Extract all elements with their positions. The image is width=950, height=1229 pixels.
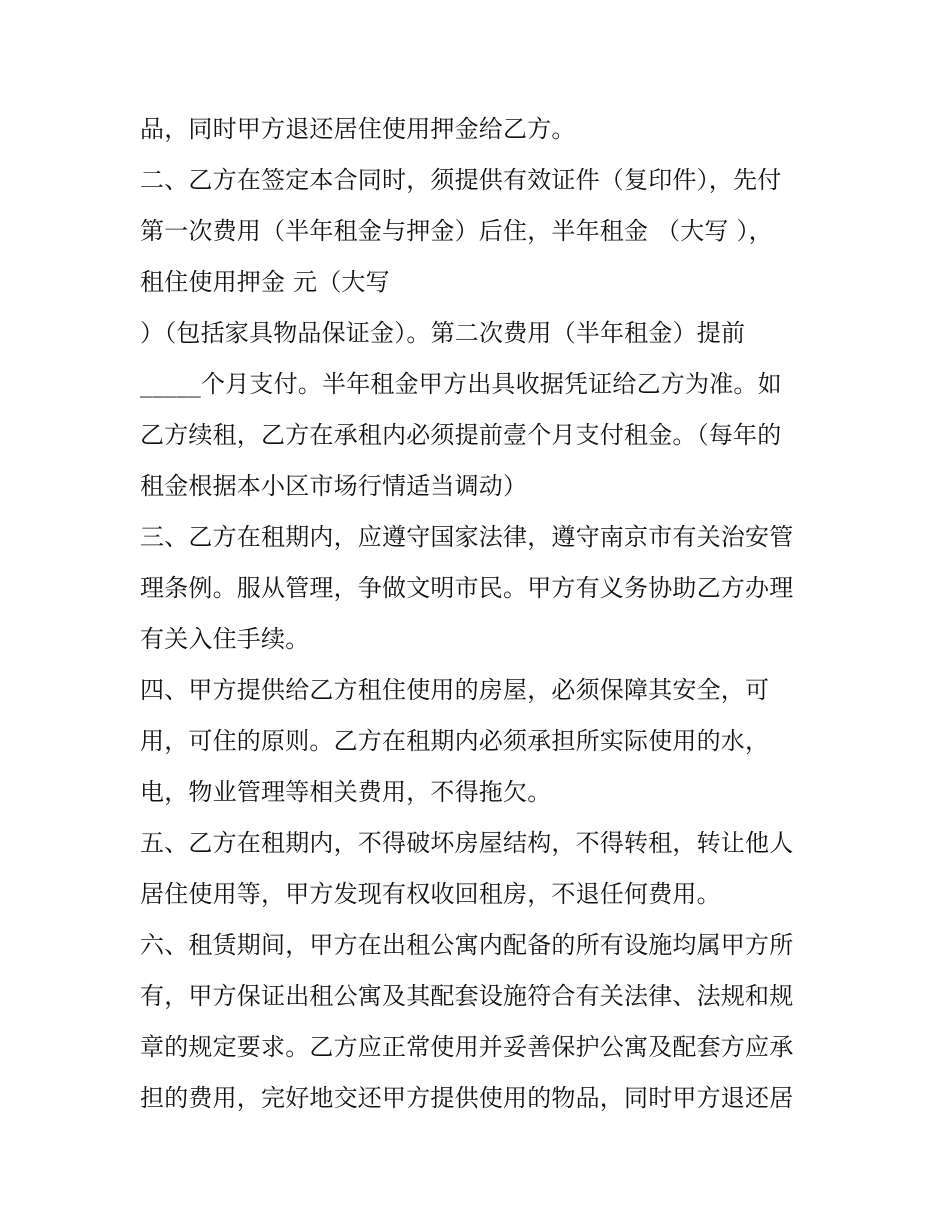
text-line: 第一次费用（半年租金与押金）后住，半年租金 （大写 ）， (140, 217, 773, 245)
text-line: 有，甲方保证出租公寓及其配套设施符合有关法律、法规和规 (140, 982, 794, 1010)
text-line: 有关入住手续。 (140, 625, 310, 653)
text-line: 乙方续租，乙方在承租内必须提前壹个月支付租金。（每年的 (140, 421, 782, 449)
text-line: 租金根据本小区市场行情适当调动） (140, 472, 528, 500)
text-line: 二、乙方在签定本合同时，须提供有效证件（复印件），先付 (140, 166, 782, 194)
text-line: 品，同时甲方退还居住使用押金给乙方。 (140, 115, 576, 143)
text-line: 四、甲方提供给乙方租住使用的房屋，必须保障其安全，可 (140, 676, 770, 704)
text-line: 五、乙方在租期内，不得破坏房屋结构，不得转租，转让他人 (140, 829, 794, 857)
text-line: 三、乙方在租期内，应遵守国家法律，遵守南京市有关治安管 (140, 523, 794, 551)
text-line: ）（包括家具物品保证金）。第二次费用（半年租金）提前 (140, 319, 746, 347)
text-line: 担的费用，完好地交还甲方提供使用的物品，同时甲方退还居 (140, 1084, 794, 1112)
text-line: _____个月支付。半年租金甲方出具收据凭证给乙方为准。如 (140, 370, 782, 398)
document-body (140, 111, 830, 1131)
text-line: 理条例。服从管理，争做文明市民。甲方有义务协助乙方办理 (140, 574, 794, 602)
text-line: 六、租赁期间，甲方在出租公寓内配备的所有设施均属甲方所 (140, 931, 794, 959)
text-line: 章的规定要求。乙方应正常使用并妥善保护公寓及配套方应承 (140, 1033, 794, 1061)
text-line: 电，物业管理等相关费用，不得拖欠。 (140, 778, 552, 806)
text-line: 租住使用押金 元（大写 (140, 268, 390, 296)
text-line: 用，可住的原则。乙方在租期内必须承担所实际使用的水， (140, 727, 770, 755)
text-line: 居住使用等，甲方发现有权收回租房，不退任何费用。 (140, 880, 721, 908)
